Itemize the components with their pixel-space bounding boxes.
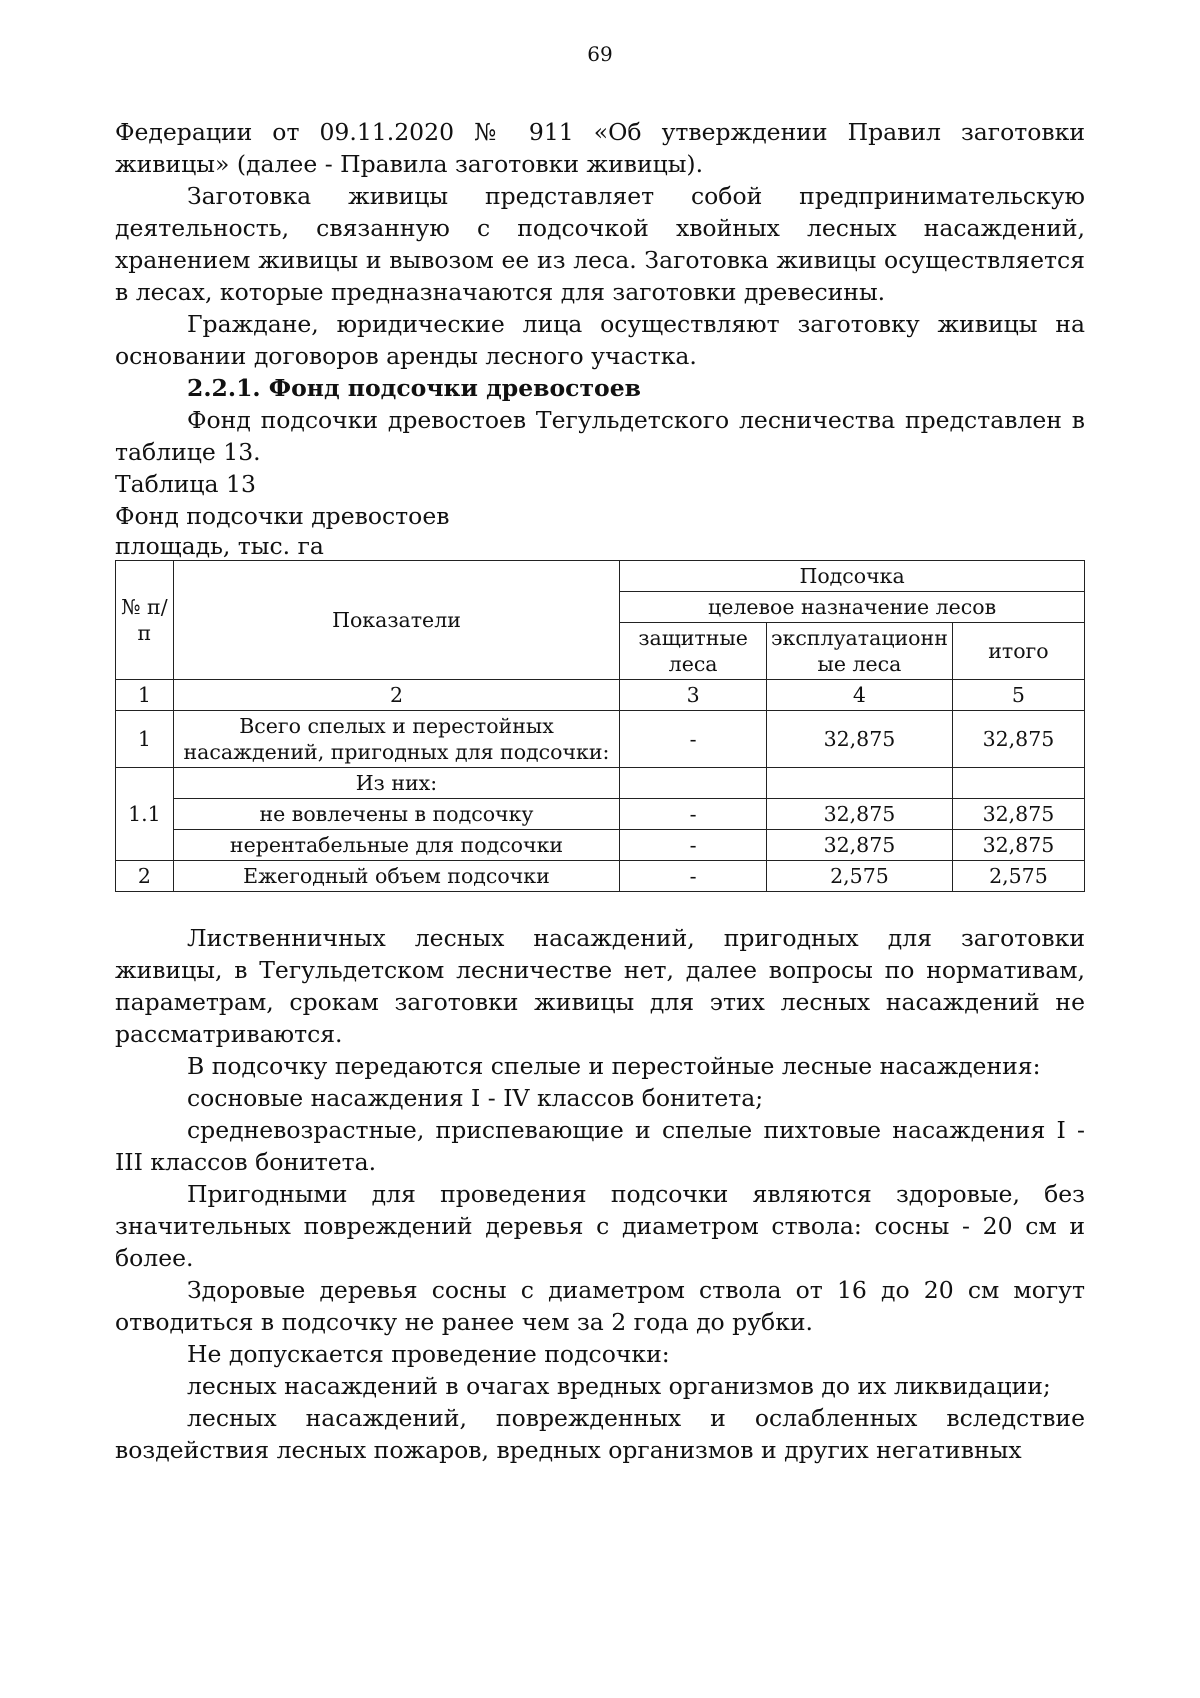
header-col-total: итого — [952, 623, 1084, 680]
row-num: 2 — [116, 861, 174, 892]
row-total — [952, 768, 1084, 799]
paragraph: Пригодными для проведения подсочки являются здоровые, без значительных повреждений деревья с диаметром ствола: сосны - 20 см и более. — [115, 1180, 1085, 1272]
table-row — [116, 861, 1085, 892]
paragraph: лесных насаждений, поврежденных и ослабленных вследствие воздействия лесных пожаров, вредных организмов и других негативных — [115, 1404, 1085, 1464]
header-num: № п/п — [116, 561, 174, 680]
section-intro: Фонд подсочки древостоев Тегульдетского лесничества представлен в таблице 13. — [115, 406, 1085, 466]
row-protective: - — [620, 711, 767, 768]
row-protective — [620, 768, 767, 799]
table-units: площадь, тыс. га — [115, 532, 324, 560]
header-subgroup: целевое назначение лесов — [620, 592, 1085, 623]
paragraph: В подсочку передаются спелые и перестойные лесные насаждения: — [187, 1052, 1041, 1080]
row-protective: - — [620, 861, 767, 892]
table-row — [116, 830, 1085, 861]
row-exploitation: 32,875 — [767, 799, 953, 830]
row-exploitation — [767, 768, 953, 799]
paragraph: Федерации от 09.11.2020 № 911 «Об утверждении Правил заготовки живицы» (далее - Правила заготовки живицы). — [115, 118, 1085, 178]
header-col-protective: защитные леса — [620, 623, 767, 680]
table-row — [116, 711, 1085, 768]
row-num: 1 — [116, 711, 174, 768]
paragraph: средневозрастные, приспевающие и спелые пихтовые насаждения I - III классов бонитета. — [115, 1116, 1085, 1176]
header-row — [116, 561, 1085, 592]
document-body — [115, 116, 1085, 1466]
table-title: Фонд подсочки древостоев — [115, 502, 450, 530]
paragraph: Граждане, юридические лица осуществляют заготовку живицы на основании договоров аренды лесного участка. — [115, 310, 1085, 370]
paragraph: сосновые насаждения I - IV классов бонитета; — [187, 1084, 764, 1112]
column-number: 1 — [116, 680, 174, 711]
row-total: 32,875 — [952, 830, 1084, 861]
paragraph: Не допускается проведение подсочки: — [187, 1340, 670, 1368]
paragraph: Заготовка живицы представляет собой предпринимательскую деятельность, связанную с подсочкой хвойных лесных насаждений, хранением живицы и вывозом ее из леса. Заготовка живицы осуществляется в лесах, которые предназначаются для заготовки древесины. — [115, 182, 1085, 306]
row-protective: - — [620, 799, 767, 830]
header-indicator: Показатели — [173, 561, 619, 680]
column-numbers-row — [116, 680, 1085, 711]
row-total: 32,875 — [952, 711, 1084, 768]
row-indicator: Из них: — [173, 768, 619, 799]
column-number: 2 — [173, 680, 619, 711]
column-number: 5 — [952, 680, 1084, 711]
table-row — [116, 768, 1085, 799]
page-number: 69 — [587, 42, 613, 66]
row-indicator: Всего спелых и перестойных насаждений, пригодных для подсочки: — [173, 711, 619, 768]
row-num: 1.1 — [116, 768, 174, 861]
section-heading: 2.2.1. Фонд подсочки древостоев — [187, 374, 641, 402]
row-indicator: Ежегодный объем подсочки — [173, 861, 619, 892]
row-exploitation: 32,875 — [767, 830, 953, 861]
table-row — [116, 799, 1085, 830]
data-table — [115, 560, 1085, 892]
column-number: 3 — [620, 680, 767, 711]
paragraph: лесных насаждений в очагах вредных организмов до их ликвидации; — [187, 1372, 1051, 1400]
paragraph: Здоровые деревья сосны с диаметром ствола от 16 до 20 см могут отводиться в подсочку не ранее чем за 2 года до рубки. — [115, 1276, 1085, 1336]
paragraph: Лиственничных лесных насаждений, пригодных для заготовки живицы, в Тегульдетском лесничестве нет, далее вопросы по нормативам, параметрам, срокам заготовки живицы для этих лесных насаждений не рассматриваются. — [115, 924, 1085, 1048]
row-exploitation: 32,875 — [767, 711, 953, 768]
row-protective: - — [620, 830, 767, 861]
column-number: 4 — [767, 680, 953, 711]
table-label: Таблица 13 — [115, 470, 256, 498]
row-total: 2,575 — [952, 861, 1084, 892]
row-total: 32,875 — [952, 799, 1084, 830]
row-exploitation: 2,575 — [767, 861, 953, 892]
header-group: Подсочка — [620, 561, 1085, 592]
header-col-exploitation: эксплуатационн ые леса — [767, 623, 953, 680]
row-indicator: нерентабельные для подсочки — [173, 830, 619, 861]
row-indicator: не вовлечены в подсочку — [173, 799, 619, 830]
